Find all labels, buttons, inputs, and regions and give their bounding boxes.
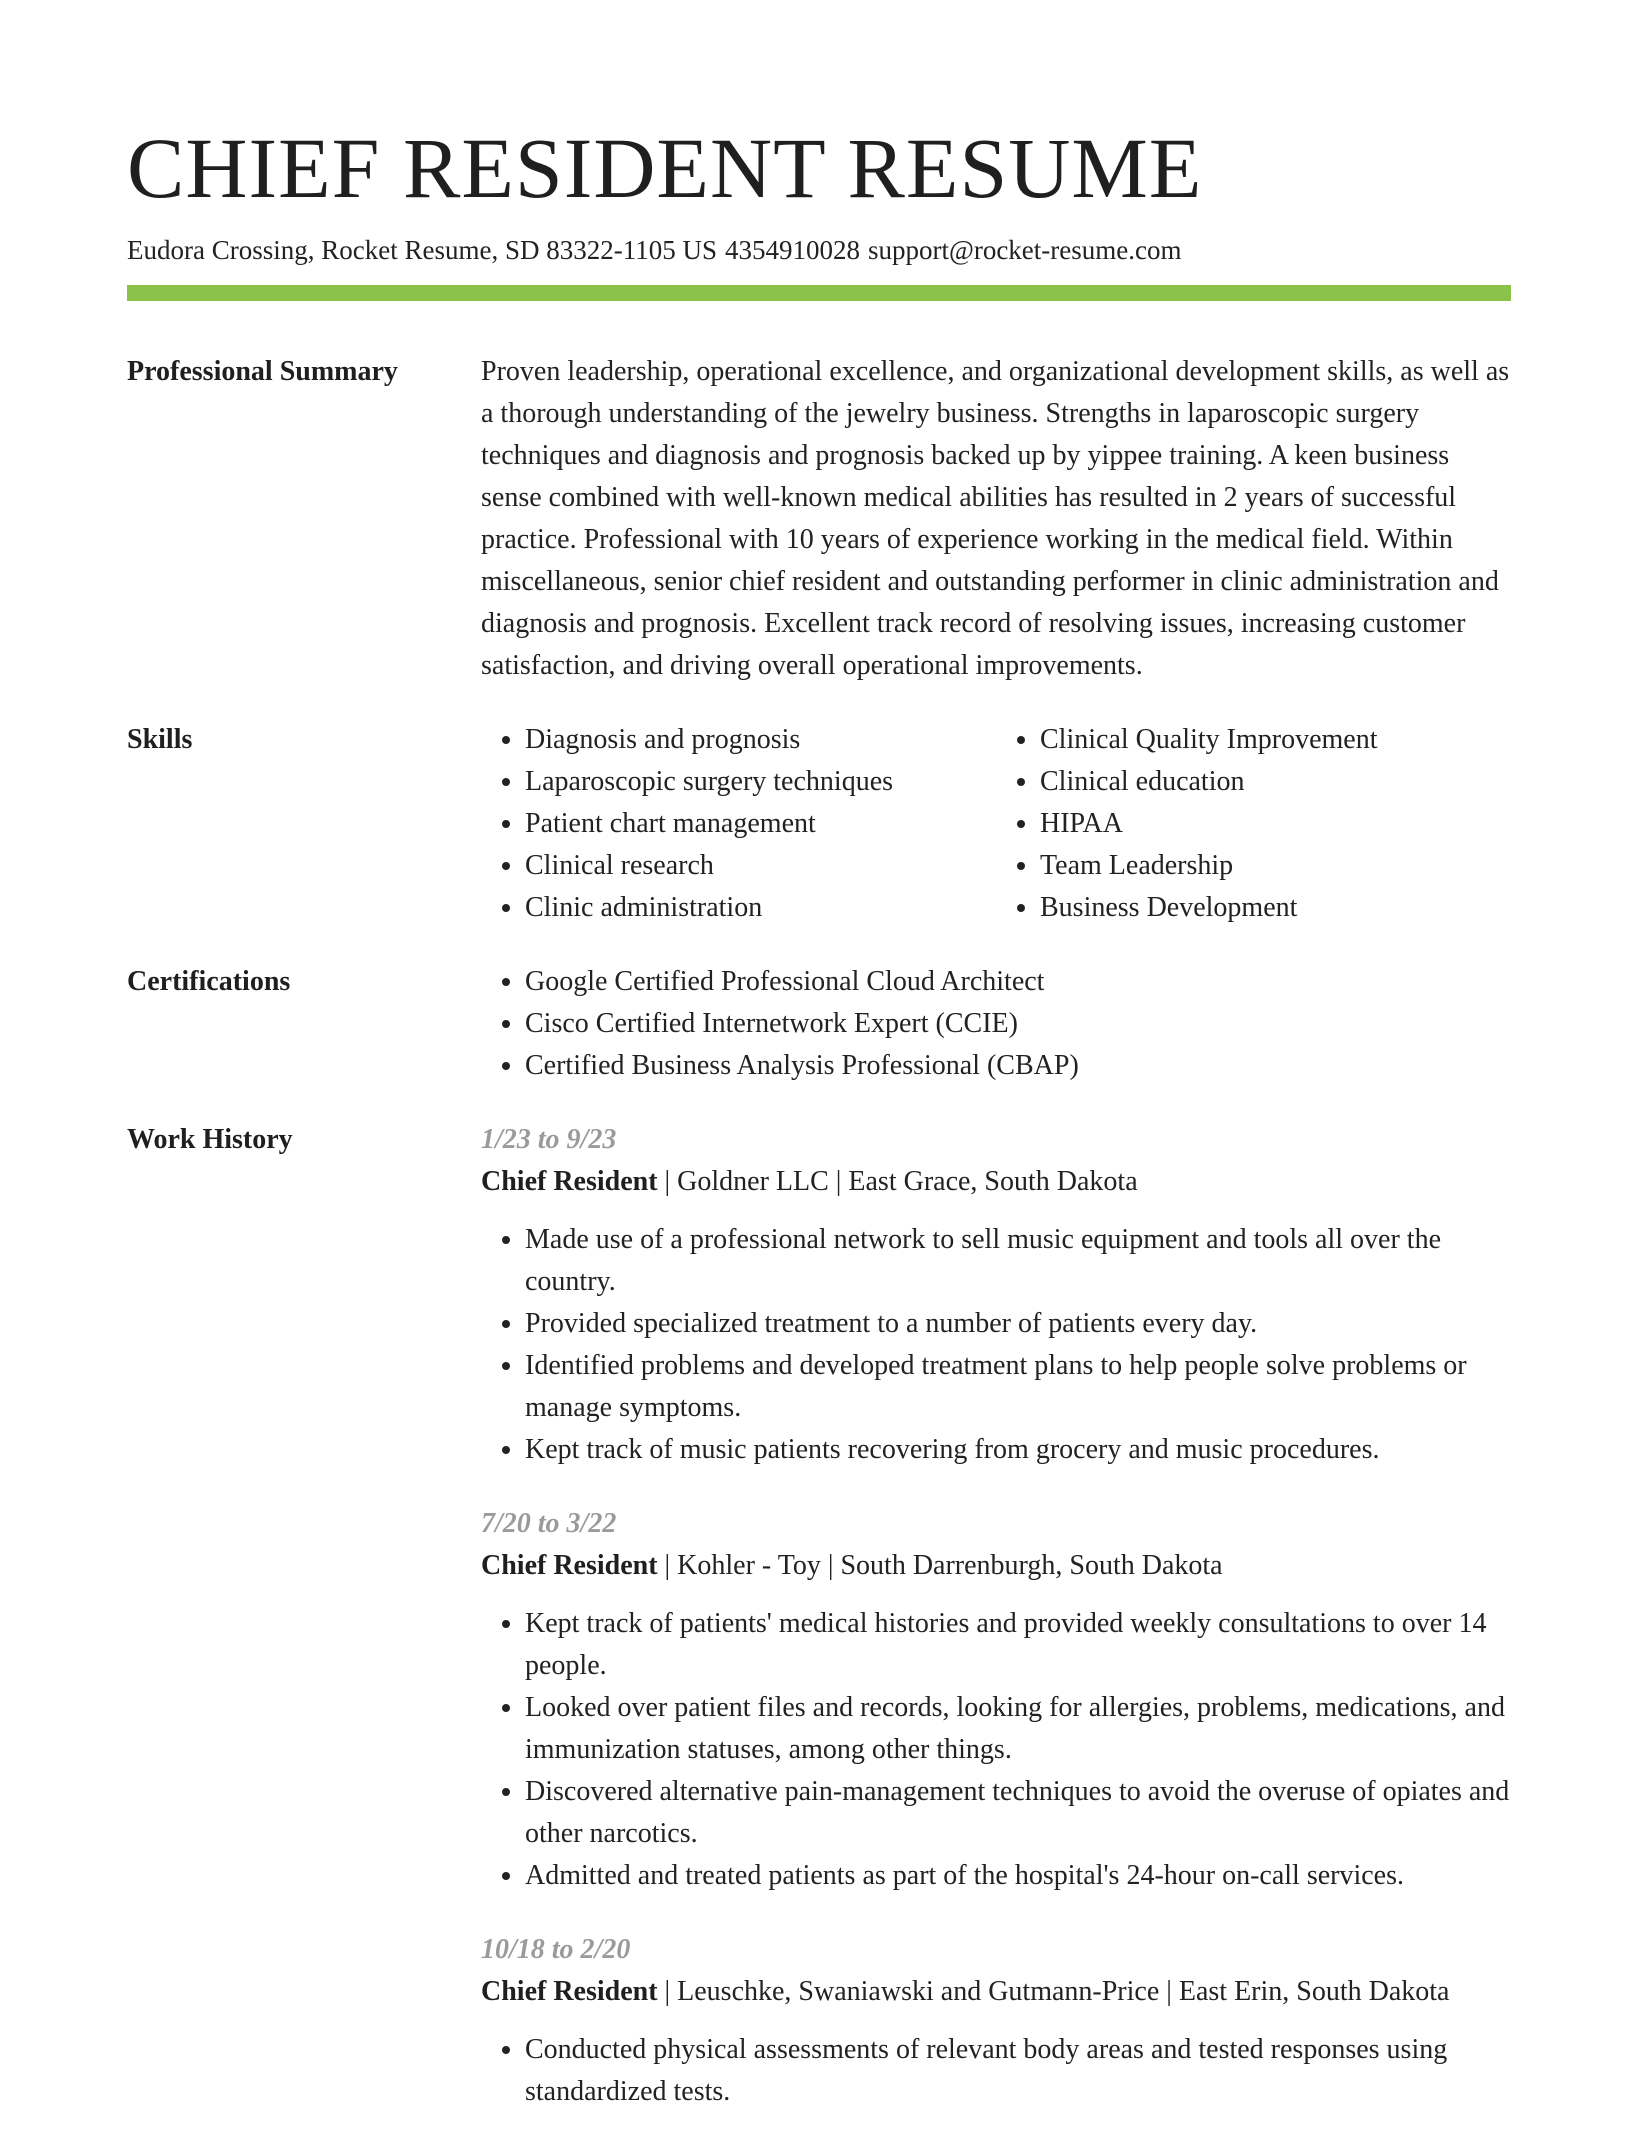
- certifications-heading: Certifications: [127, 966, 291, 997]
- job-bullet: • Looked over patient files and records, looking for allergies, problems, medications, and immunization statuses, among other things.: [525, 1687, 1511, 1771]
- job-bullet: • Admitted and treated patients as part of the hospital's 24-hour on-call services.: [525, 1855, 1511, 1897]
- job-header: [481, 1545, 1511, 1587]
- job-dates: 7/20 to 3/22: [481, 1508, 617, 1539]
- job-details: | Kohler - Toy | South Darrenburgh, South Dakota: [657, 1550, 1223, 1581]
- job-bullet: • Provided specialized treatment to a number of patients every day.: [525, 1303, 1511, 1345]
- job-bullets: [481, 1603, 1511, 1897]
- job-title: Chief Resident: [481, 1166, 658, 1197]
- job-bullet: • Kept track of music patients recovering from grocery and music procedures.: [525, 1429, 1511, 1471]
- skills-section: [127, 719, 1511, 929]
- job-dates: 1/23 to 9/23: [481, 1124, 617, 1155]
- summary-section: [127, 351, 1511, 687]
- resume-page: [127, 118, 1511, 2145]
- certification-item: • Certified Business Analysis Professional (CBAP): [525, 1045, 1511, 1087]
- job-header: [481, 1161, 1511, 1203]
- skill-item: • Team Leadership: [1040, 845, 1511, 887]
- certifications-body: [481, 961, 1511, 1087]
- skill-item: • Clinical research: [525, 845, 996, 887]
- work-history-section: [127, 1119, 1511, 2145]
- summary-heading: Professional Summary: [127, 356, 398, 387]
- certifications-section: [127, 961, 1511, 1087]
- job-title: Chief Resident: [481, 1976, 658, 2007]
- skill-item: • Clinic administration: [525, 887, 996, 929]
- summary-text: Proven leadership, operational excellence, and organizational development skills, as well as a thorough understanding of the jewelry business. Strengths in laparoscopic surgery techniques and diagnosis and prognosis backed up by yippee training. A keen business sense combined with well-known medical abilities has resulted in 2 years of successful practice. Professional with 10 years of experience working in the medical field. Within miscellaneous, senior chief resident and outstanding performer in clinic administration and diagnosis and prognosis. Excellent track record of resolving issues, increasing customer satisfaction, and driving overall operational improvements.: [481, 356, 1510, 681]
- contact-phone: 4354910028: [724, 235, 860, 265]
- job-dates: 10/18 to 2/20: [481, 1934, 631, 1965]
- skill-item: • Clinical Quality Improvement: [1040, 719, 1511, 761]
- resume-title: CHIEF RESIDENT RESUME: [127, 120, 1203, 216]
- job-header: [481, 1971, 1511, 2013]
- job-bullet: • Kept track of patients' medical histories and provided weekly consultations to over 14 people.: [525, 1603, 1511, 1687]
- skills-body: [481, 719, 1511, 929]
- accent-divider: [127, 285, 1511, 301]
- job-entry: [481, 1929, 1511, 2113]
- job-entry: [481, 1119, 1511, 1471]
- contact-email: support@rocket-resume.com: [867, 235, 1182, 265]
- skills-column-2: [996, 719, 1511, 929]
- job-bullet: • Made use of a professional network to sell music equipment and tools all over the country.: [525, 1219, 1511, 1303]
- skill-item: • Clinical education: [1040, 761, 1511, 803]
- job-bullet: • Identified problems and developed treatment plans to help people solve problems or manage symptoms.: [525, 1345, 1511, 1429]
- skills-column-1: [481, 719, 996, 929]
- skill-item: • Business Development: [1040, 887, 1511, 929]
- skills-grid: [481, 719, 1511, 929]
- certification-item: • Google Certified Professional Cloud Architect: [525, 961, 1511, 1003]
- skill-item: • Laparoscopic surgery techniques: [525, 761, 996, 803]
- contact-line: [127, 232, 1511, 268]
- job-bullet: • Discovered alternative pain-management techniques to avoid the overuse of opiates and other narcotics.: [525, 1771, 1511, 1855]
- work-history-body: [481, 1119, 1511, 2145]
- skill-item: • Diagnosis and prognosis: [525, 719, 996, 761]
- work-history-heading: Work History: [127, 1124, 293, 1155]
- skill-item: • Patient chart management: [525, 803, 996, 845]
- certifications-list: [481, 961, 1511, 1087]
- job-bullets: [481, 2029, 1511, 2113]
- contact-address: Eudora Crossing, Rocket Resume, SD 83322-1105 US: [127, 235, 717, 265]
- job-title: Chief Resident: [481, 1550, 658, 1581]
- skills-heading: Skills: [127, 724, 193, 755]
- job-details: | Goldner LLC | East Grace, South Dakota: [657, 1166, 1138, 1197]
- certification-item: • Cisco Certified Internetwork Expert (CCIE): [525, 1003, 1511, 1045]
- job-bullets: [481, 1219, 1511, 1471]
- job-entry: [481, 1503, 1511, 1897]
- job-bullet: • Conducted physical assessments of relevant body areas and tested responses using standardized tests.: [525, 2029, 1511, 2113]
- skill-item: • HIPAA: [1040, 803, 1511, 845]
- job-details: | Leuschke, Swaniawski and Gutmann-Price | East Erin, South Dakota: [657, 1976, 1450, 2007]
